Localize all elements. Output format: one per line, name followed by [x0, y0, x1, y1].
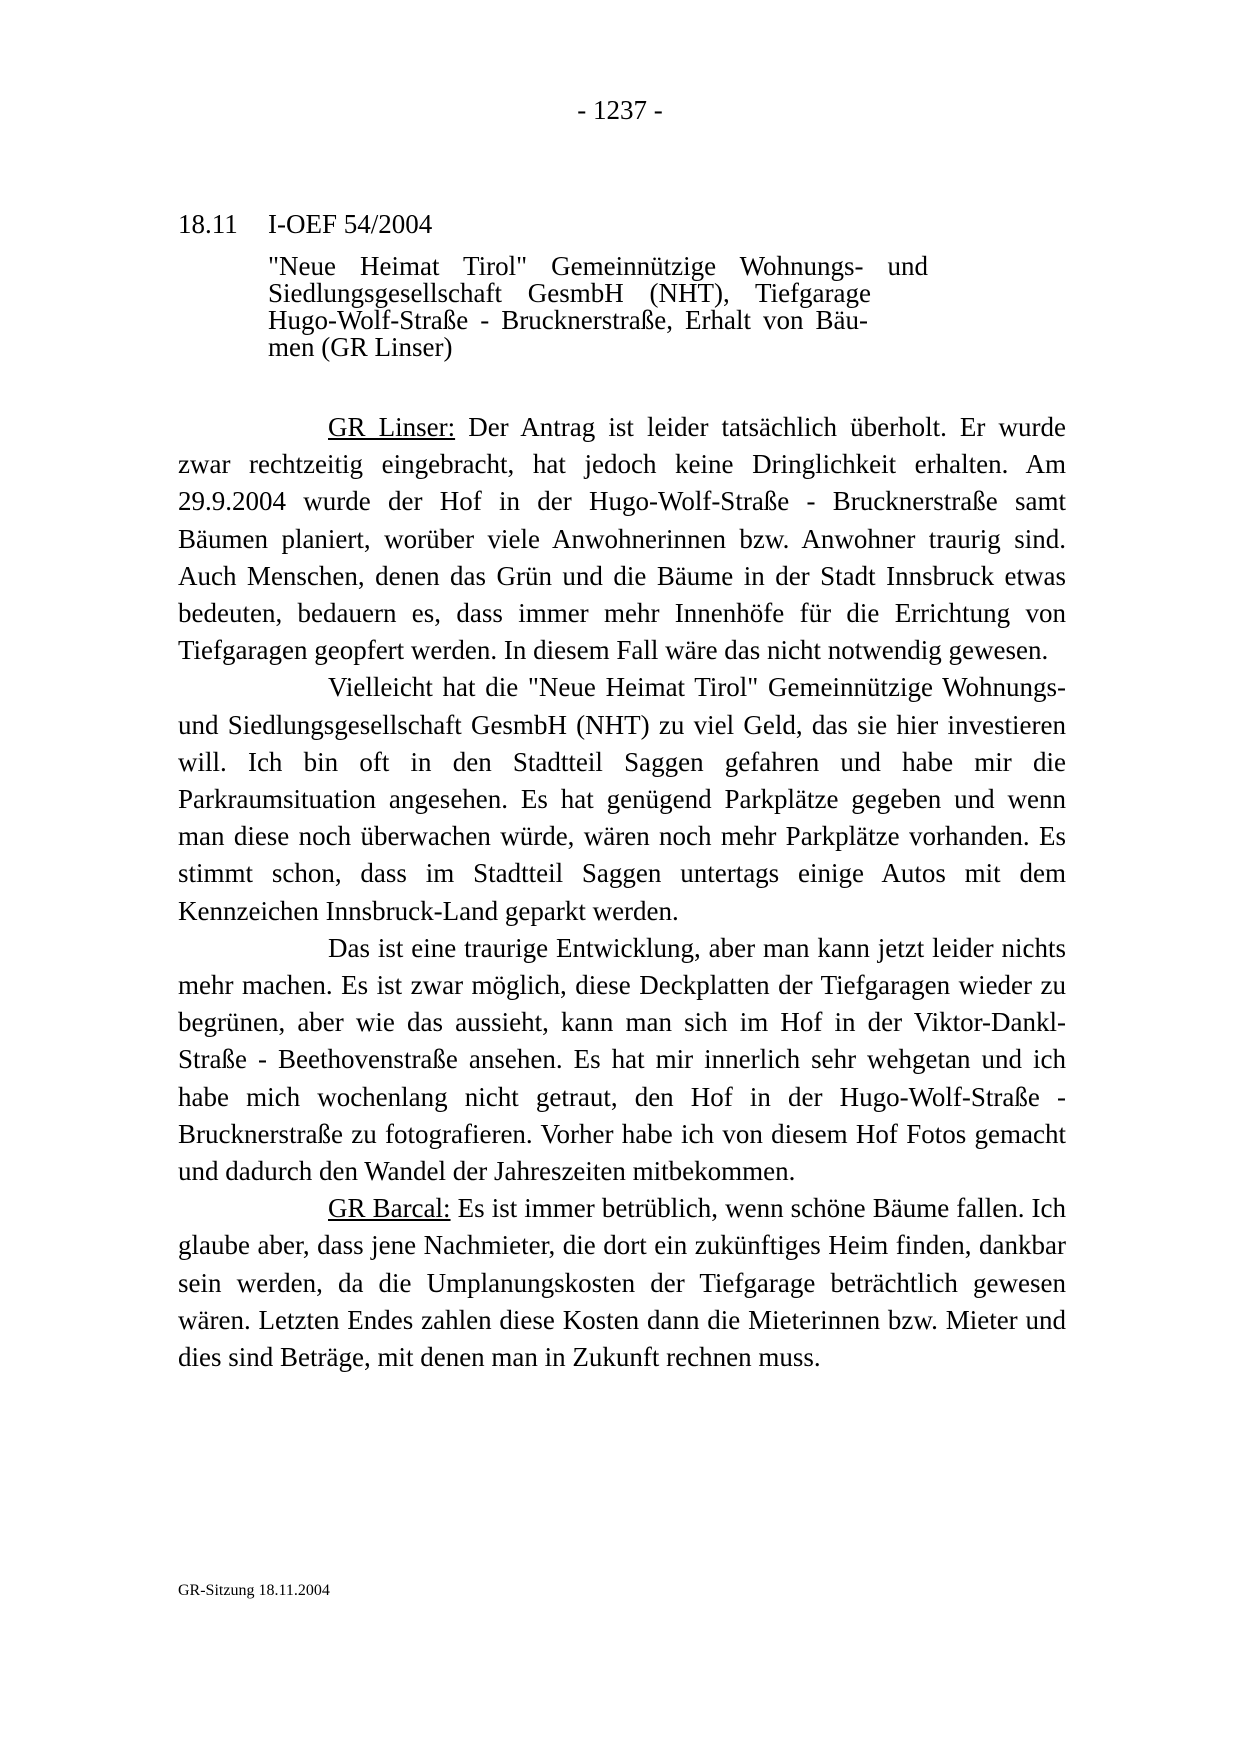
agenda-item-number: 18.11: [178, 209, 238, 239]
paragraph-text: Der Antrag ist leider tatsächlich überholt. Er wurde zwar rechtzeitig eingebracht, hat jedoch keine Dringlichkeit erhalten. Am 29.9.2004 wurde der Hof in der Hugo-Wolf-Straße - Brucknerstraße samt Bäumen planiert, worüber viele Anwohnerinnen bzw. Anwohner traurig sind. Auch Menschen, denen das Grün und die Bäume in der Stadt Innsbruck etwas bedeuten, bedauern es, dass immer mehr Innenhöfe für die Errichtung von Tiefgaragen geopfert werden. In diesem Fall wäre das nicht notwendig gewesen.: [178, 412, 1066, 666]
paragraph-text: Das ist eine traurige Entwicklung, aber man kann jetzt leider nichts mehr machen. Es ist zwar möglich, diese Deckplatten der Tiefgaragen wieder zu begrünen, aber wie das aussieht, kann man sich im Hof in der Viktor-Dankl-Straße - Beethovenstraße ansehen. Es hat mir innerlich sehr wehgetan und ich habe mich wochenlang nicht getraut, den Hof in der Hugo-Wolf-Straße - Brucknerstraße zu fotografieren. Vorher habe ich von diesem Hof Fotos gemacht und dadurch den Wandel der Jahreszeiten mitbekommen.: [178, 932, 1066, 1187]
agenda-item-header: [178, 206, 432, 242]
agenda-item-reference: I-OEF 54/2004: [268, 209, 433, 239]
paragraph: [178, 409, 1066, 669]
agenda-item-title: [268, 253, 928, 361]
paragraph: [178, 1190, 1066, 1376]
speaker-name: GR Barcal:: [328, 1193, 451, 1224]
paragraph: [178, 669, 1066, 929]
paragraph-text: Vielleicht hat die "Neue Heimat Tirol" Gemeinnützige Wohnungs- und Siedlungsgesellschaft GesmbH (NHT) zu viel Geld, das sie hier investieren will. Ich bin oft in den Stadtteil Saggen gefahren und habe mir die Parkraumsituation angesehen. Es hat genügend Parkplätze gegeben und wenn man diese noch überwachen würde, wären noch mehr Parkplätze vorhanden. Es stimmt schon, dass im Stadtteil Saggen untertags einige Autos mit dem Kennzeichen Innsbruck-Land geparkt werden.: [178, 672, 1066, 926]
minutes-body: [178, 409, 1066, 1376]
title-line: Hugo-Wolf-Straße - Brucknerstraße, Erhalt von Bäu-: [268, 305, 868, 335]
paragraph: [178, 930, 1066, 1190]
page-footer: GR-Sitzung 18.11.2004: [178, 1582, 330, 1599]
paragraph-text: Es ist immer betrüblich, wenn schöne Bäume fallen. Ich glaube aber, dass jene Nachmieter, die dort ein zukünftiges Heim finden, dankbar sein werden, da die Umplanungskosten der Tiefgarage beträchtlich gewesen wären. Letzten Endes zahlen diese Kosten dann die Mieterinnen bzw. Mieter und dies sind Beträge, mit denen man in Zukunft rechnen muss.: [178, 1193, 1067, 1373]
title-line: men (GR Linser): [268, 332, 453, 362]
title-line: "Neue Heimat Tirol" Gemeinnützige Wohnungs- und: [268, 251, 928, 281]
page-number: - 1237 -: [577, 95, 663, 125]
speaker-name: GR Linser:: [328, 412, 456, 442]
title-line: Siedlungsgesellschaft GesmbH (NHT), Tiefgarage: [268, 278, 871, 308]
